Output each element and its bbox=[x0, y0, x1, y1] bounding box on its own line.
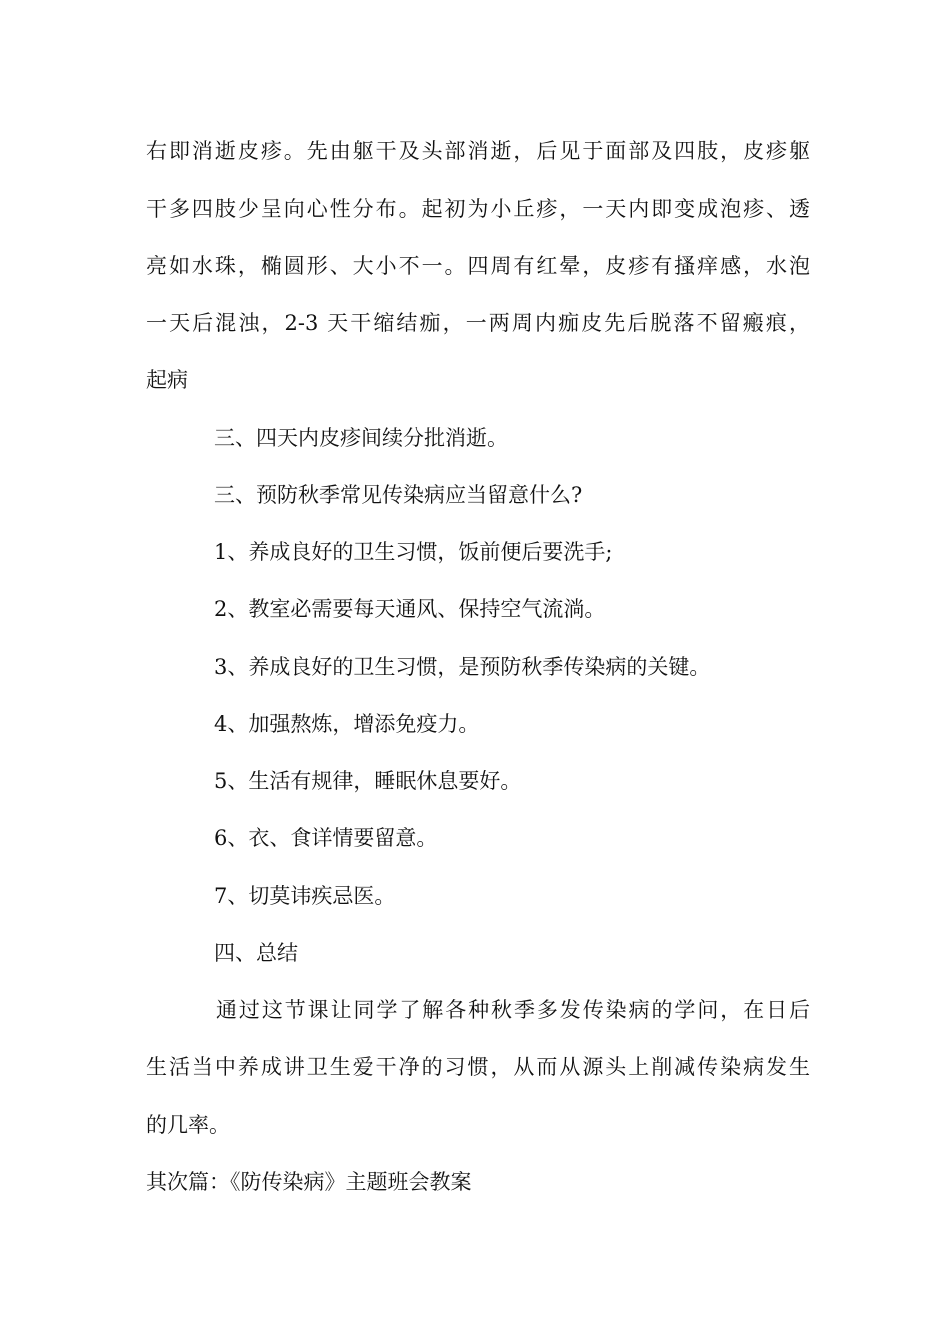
summary-line: 通过这节课让同学了解各种秋季多发传染病的学问，在日后 bbox=[216, 998, 810, 1022]
list-item: 3、养成良好的卫生习惯，是预防秋季传染病的关键。 bbox=[214, 655, 711, 679]
paragraph-line: 一天后混浊，2-3 天干缩结痂，一两周内痂皮先后脱落不留瘢痕， bbox=[146, 311, 810, 335]
section-item: 三、四天内皮疹间续分批消逝。 bbox=[214, 426, 508, 450]
list-item: 7、切莫讳疾忌医。 bbox=[214, 884, 396, 908]
summary-line: 的几率。 bbox=[146, 1113, 230, 1137]
section-heading: 三、预防秋季常见传染病应当留意什么? bbox=[214, 483, 583, 507]
list-item: 5、生活有规律，睡眠休息要好。 bbox=[214, 769, 522, 793]
paragraph-line: 亮如水珠，椭圆形、大小不一。四周有红晕，皮疹有搔痒感，水泡 bbox=[146, 254, 810, 278]
list-item: 6、衣、食详情要留意。 bbox=[214, 826, 438, 850]
section-heading: 四、总结 bbox=[214, 941, 298, 965]
paragraph-line: 右即消逝皮疹。先由躯干及头部消逝，后见于面部及四肢，皮疹躯 bbox=[146, 139, 810, 163]
next-section-title: 其次篇：《防传染病》主题班会教案 bbox=[146, 1170, 472, 1194]
list-item: 1、养成良好的卫生习惯，饭前便后要洗手; bbox=[214, 540, 613, 564]
list-item: 4、加强熬炼，增添免疫力。 bbox=[214, 712, 480, 736]
paragraph-line: 干多四肢少呈向心性分布。起初为小丘疹，一天内即变成泡疹、透 bbox=[146, 197, 810, 221]
summary-line: 生活当中养成讲卫生爱干净的习惯，从而从源头上削减传染病发生 bbox=[146, 1055, 810, 1079]
paragraph-line: 起病 bbox=[146, 368, 188, 392]
list-item: 2、教室必需要每天通风、保持空气流淌。 bbox=[214, 597, 606, 621]
